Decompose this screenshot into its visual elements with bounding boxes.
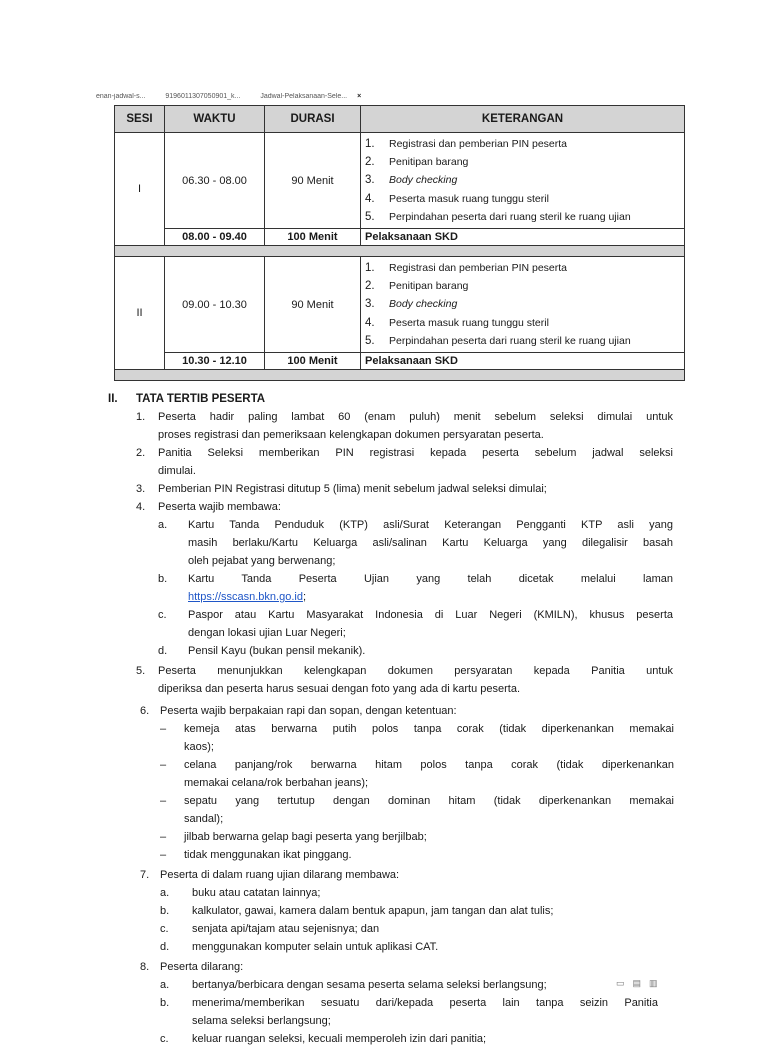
rule-text: Peserta dilarang:	[160, 961, 244, 973]
dash-bullet: –	[160, 795, 167, 807]
rule-text: buku atau catatan lainnya;	[192, 887, 321, 899]
table-row	[115, 133, 685, 229]
document-page	[96, 103, 692, 1045]
durasi-cell: 90 Menit	[265, 257, 361, 353]
rule-text: ;	[302, 591, 307, 603]
item-letter: a.	[158, 519, 168, 531]
item-letter: d.	[158, 645, 168, 657]
pelaksanaan-ket: Pelaksanaan SKD	[361, 353, 685, 370]
rule-text: proses registrasi dan pemeriksaan kelengkapan dokumen persyaratan peserta.	[158, 429, 544, 441]
tab-1[interactable]: enan-jadwal-s...	[96, 93, 146, 100]
sesi-cell: I	[115, 133, 165, 246]
sscasn-line	[188, 588, 306, 606]
rule-text: Panitia Seleksi memberikan PIN registrasi kepada peserta sebelum jadwal seleksi	[158, 447, 673, 459]
item-letter: a.	[160, 979, 170, 991]
list-item: 1. Registrasi dan pemberian PIN peserta	[365, 138, 568, 150]
schedule-table	[114, 105, 685, 381]
list-item: 2. Penitipan barang	[365, 280, 469, 293]
section-number: II.	[108, 393, 118, 405]
item-number: 1.	[136, 411, 146, 423]
rule-text: sandal);	[184, 813, 224, 825]
dash-bullet: –	[160, 831, 167, 843]
grid-icon[interactable]: ▥	[649, 978, 666, 988]
item-letter: c.	[160, 1033, 169, 1045]
list-item: 3. Body checking	[365, 174, 458, 187]
keterangan-cell	[361, 133, 685, 229]
durasi-cell: 90 Menit	[265, 133, 361, 229]
list-item: 5. Perpindahan peserta dari ruang steril ke ruang ujian	[365, 334, 631, 347]
rule-text: celana panjang/rok berwarna hitam polos tanpa corak (tidak diperkenankan	[184, 759, 674, 771]
item-number: 5.	[136, 665, 146, 677]
close-icon[interactable]: ×	[357, 93, 362, 100]
pelaksanaan-waktu: 08.00 - 09.40	[165, 229, 265, 246]
header-durasi: DURASI	[265, 106, 361, 133]
pelaksanaan-waktu: 10.30 - 12.10	[165, 353, 265, 370]
item-letter: d.	[160, 941, 170, 953]
item-number: 2.	[136, 447, 146, 459]
rule-text: Peserta wajib membawa:	[158, 501, 281, 513]
table-header-row	[115, 106, 685, 133]
header-keterangan: KETERANGAN	[361, 106, 685, 133]
sscasn-link[interactable]: https://sscasn.bkn.go.id	[188, 591, 303, 603]
rule-text: keluar ruangan seleksi, kecuali memperoleh izin dari panitia;	[192, 1033, 487, 1045]
header-waktu: WAKTU	[165, 106, 265, 133]
pelaksanaan-durasi: 100 Menit	[265, 353, 361, 370]
item-number: 8.	[140, 961, 150, 973]
item-number: 4.	[136, 501, 146, 513]
list-item: 5. Perpindahan peserta dari ruang steril ke ruang ujian	[365, 210, 631, 223]
pelaksanaan-durasi: 100 Menit	[265, 229, 361, 246]
item-number: 7.	[140, 869, 150, 881]
dash-bullet: –	[160, 849, 167, 861]
item-letter: c.	[160, 923, 169, 935]
dash-bullet: –	[160, 723, 167, 735]
rule-text: bertanya/berbicara dengan sesama peserta selama seleksi berlangsung;	[192, 979, 547, 991]
rule-text: sepatu yang tertutup dengan dominan hitam (tidak diperkenankan memakai	[184, 795, 674, 807]
rule-text: menerima/memberikan sesuatu dari/kepada peserta lain tanpa seizin Panitia	[192, 997, 658, 1009]
rule-text: kemeja atas berwarna putih polos tanpa corak (tidak diperkenankan memakai	[184, 723, 674, 735]
item-letter: b.	[158, 573, 168, 585]
rule-text: Pensil Kayu (bukan pensil mekanik).	[188, 645, 366, 657]
rule-text: memakai celana/rok berbahan jeans);	[184, 777, 369, 789]
table-separator	[115, 246, 685, 257]
item-letter: b.	[160, 997, 170, 1009]
rule-text: Peserta menunjukkan kelengkapan dokumen persyaratan kepada Panitia untuk	[158, 665, 673, 677]
rule-text: masih berlaku/Kartu Keluarga asli/salinan Kartu Keluarga yang dilegalisir basah	[188, 537, 673, 549]
item-number: 6.	[140, 705, 150, 717]
rule-text: jilbab berwarna gelap bagi peserta yang berjilbab;	[184, 831, 427, 843]
rule-text: selama seleksi berlangsung;	[192, 1015, 331, 1027]
page-icon[interactable]: ▭	[616, 978, 633, 988]
rule-text: Paspor atau Kartu Masyarakat Indonesia di Luar Negeri (KMILN), khusus peserta	[188, 609, 673, 621]
dash-bullet: –	[160, 759, 167, 771]
header-sesi: SESI	[115, 106, 165, 133]
list-item: 4. Peserta masuk ruang tunggu steril	[365, 192, 549, 205]
rule-text: Pemberian PIN Registrasi ditutup 5 (lima) menit sebelum jadwal seleksi dimulai;	[158, 483, 547, 495]
rule-text: dengan lokasi ujian Luar Negeri;	[188, 627, 346, 639]
rule-text: oleh pejabat yang berwenang;	[188, 555, 336, 567]
rule-text: kalkulator, gawai, kamera dalam bentuk apapun, jam tangan dan alat tulis;	[192, 905, 554, 917]
table-row	[115, 257, 685, 353]
viewer-tab-bar	[96, 93, 692, 103]
table-row	[115, 353, 685, 370]
rule-text: kaos);	[184, 741, 214, 753]
section-title: TATA TERTIB PESERTA	[136, 393, 266, 405]
item-letter: c.	[158, 609, 167, 621]
item-letter: a.	[160, 887, 170, 899]
waktu-cell: 09.00 - 10.30	[165, 257, 265, 353]
list-item: 4. Peserta masuk ruang tunggu steril	[365, 316, 549, 329]
keterangan-cell	[361, 257, 685, 353]
table-separator	[115, 370, 685, 381]
rule-text: Kartu Tanda Penduduk (KTP) asli/Surat Keterangan Pengganti KTP asli yang	[188, 519, 673, 531]
rule-text: Peserta hadir paling lambat 60 (enam puluh) menit sebelum seleksi dimulai untuk	[158, 411, 673, 423]
item-letter: b.	[160, 905, 170, 917]
sesi-cell: II	[115, 257, 165, 370]
rule-text: senjata api/tajam atau sejenisnya; dan	[192, 923, 380, 935]
rule-text: dimulai.	[158, 465, 196, 477]
table-row	[115, 229, 685, 246]
rule-text: Peserta wajib berpakaian rapi dan sopan, dengan ketentuan:	[160, 705, 457, 717]
pelaksanaan-ket: Pelaksanaan SKD	[361, 229, 685, 246]
list-item: 3. Body checking	[365, 298, 458, 311]
list-item: 1. Registrasi dan pemberian PIN peserta	[365, 262, 568, 275]
page-icon[interactable]: ▤	[632, 978, 650, 988]
tab-3[interactable]: Jadwal-Pelaksanaan-Sele...	[260, 93, 348, 100]
rule-text: tidak menggunakan ikat pinggang.	[184, 849, 352, 861]
view-mode-icons	[616, 978, 666, 989]
waktu-cell: 06.30 - 08.00	[165, 133, 265, 229]
rule-text: diperiksa dan peserta harus sesuai dengan foto yang ada di kartu peserta.	[158, 683, 521, 695]
tab-2[interactable]: 9196011307050901_k...	[165, 93, 241, 100]
item-number: 3.	[136, 483, 146, 495]
rule-text: menggunakan komputer selain untuk aplikasi CAT.	[192, 941, 439, 953]
rule-text: Peserta di dalam ruang ujian dilarang membawa:	[160, 869, 400, 881]
rule-text: Kartu Tanda Peserta Ujian yang telah dicetak melalui laman	[188, 573, 673, 585]
list-item: 2. Penitipan barang	[365, 156, 469, 169]
